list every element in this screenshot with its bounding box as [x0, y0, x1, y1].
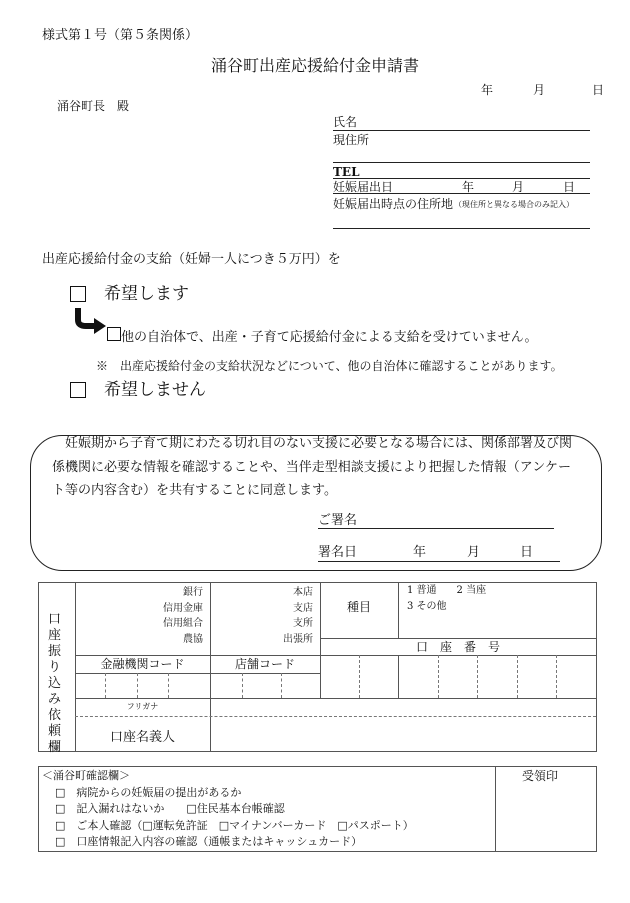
account-holder-label: 口座名義人 — [109, 730, 175, 745]
no-wish-checkbox[interactable] — [70, 382, 86, 398]
account-type-option[interactable]: 1 普通 2 当座 — [407, 585, 487, 596]
sign-month: 月 — [467, 545, 481, 560]
no-wish-label: 希望しません — [104, 380, 206, 400]
account-number-label: 口 座 番 号 — [415, 640, 500, 654]
name-label: 氏名 — [333, 115, 358, 129]
wish-label: 希望します — [104, 284, 189, 304]
sign-year: 年 — [413, 545, 427, 560]
office-title: ＜涌谷町確認欄＞ — [42, 769, 130, 782]
office-check-item[interactable]: □ 記入漏れはないか □住民基本台帳確認 — [55, 802, 285, 815]
confirmation-note: ※ 出産応援給付金の支給状況などについて、他の自治体に確認することがあります。 — [96, 359, 563, 373]
no-other-benefit-label: 他の自治体で、出産・子育て応援給付金による支給を受けていません。 — [121, 330, 538, 345]
signature-label: ご署名 — [318, 513, 358, 528]
institution-types: 銀行 信用金庫 信用組合 農協 — [163, 587, 203, 645]
address-field[interactable] — [333, 162, 590, 163]
consent-line: ト等の内容含む）を共有することに同意します。 — [52, 483, 337, 498]
date-day: 日 — [592, 83, 605, 97]
arrow-icon — [72, 306, 108, 334]
signature-field[interactable] — [318, 528, 554, 529]
pregnancy-address-label: 妊娠届出時点の住所地 — [333, 197, 454, 211]
no-other-benefit-checkbox[interactable] — [107, 327, 121, 341]
page-title: 涌谷町出産応援給付金申請書 — [210, 56, 419, 75]
bank-side-label: 口座振り込み依頼欄 — [48, 612, 62, 755]
pregnancy-date-field[interactable] — [333, 193, 590, 194]
consent-line: 妊娠期から子育て期にわたる切れ目のない支援に必要となる場合には、関係部署及び関 — [52, 436, 573, 451]
pregnancy-date-label: 妊娠届出日 — [333, 180, 394, 194]
sign-day: 日 — [520, 545, 534, 560]
account-type-label: 種目 — [346, 600, 371, 614]
tel-label: TEL — [333, 165, 360, 179]
pd-month: 月 — [512, 180, 525, 194]
sign-date-label: 署名日 — [318, 545, 358, 560]
office-check-item[interactable]: □ 病院からの妊娠届の提出があるか — [55, 786, 242, 799]
sign-date-field[interactable] — [318, 561, 560, 562]
pregnancy-address-note: （現住所と異なる場合のみ記入） — [454, 200, 574, 209]
pd-year: 年 — [462, 180, 475, 194]
branch-types: 本店 支店 支所 出張所 — [283, 587, 313, 645]
date-year: 年 — [481, 83, 494, 97]
account-type-option[interactable]: 3 その他 — [407, 601, 447, 612]
name-field[interactable] — [333, 130, 590, 131]
choice-lead: 出産応援給付金の支給（妊婦一人につき５万円）を — [42, 252, 341, 267]
office-check-item[interactable]: □ ご本人確認（□運転免許証 □マイナンバーカード □パスポート） — [55, 819, 414, 832]
stamp-label: 受領印 — [522, 769, 559, 783]
tel-field[interactable] — [333, 178, 590, 179]
consent-line: 係機関に必要な情報を確認することや、当伴走型相談支援により把握した情報（アンケー — [52, 460, 571, 475]
addressee: 涌谷町長 殿 — [57, 99, 130, 113]
furigana-label: フリガナ — [126, 702, 159, 711]
wish-checkbox[interactable] — [70, 286, 86, 302]
form-number: 様式第１号（第５条関係） — [42, 28, 199, 43]
date-month: 月 — [533, 83, 546, 97]
address-label: 現住所 — [333, 133, 370, 147]
bank-code-label: 金融機関コード — [100, 657, 185, 671]
branch-code-label: 店舗コード — [234, 657, 295, 671]
pd-day: 日 — [563, 180, 576, 194]
consent-box — [30, 435, 602, 571]
office-check-item[interactable]: □ 口座情報記入内容の確認（通帳またはキャッシュカード） — [55, 835, 363, 848]
pregnancy-address-field[interactable] — [333, 228, 590, 229]
